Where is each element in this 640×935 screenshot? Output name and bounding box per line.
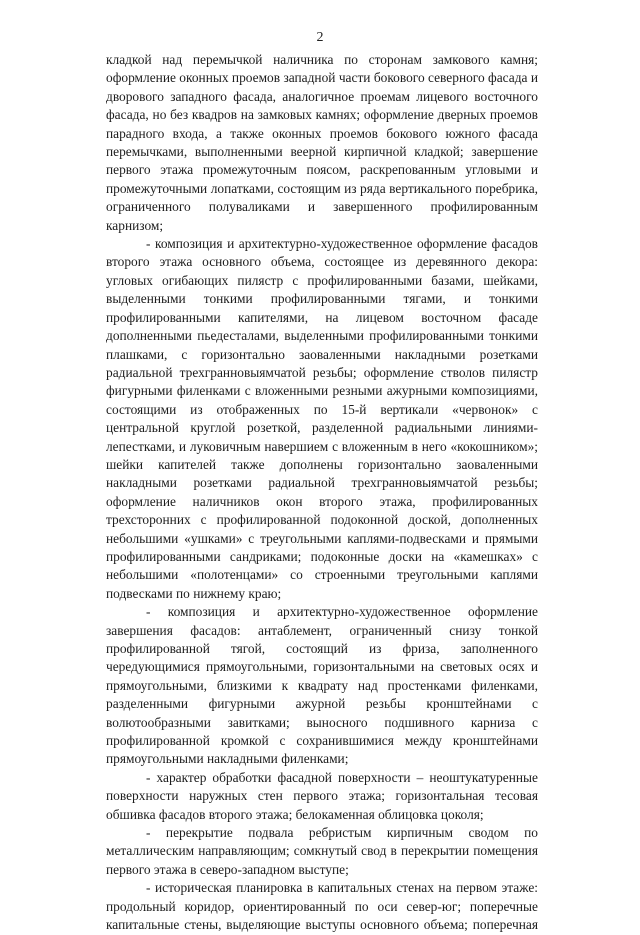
paragraph-historic-layout: - историческая планировка в капитальных стенах на первом этаже: продольный коридор, ориентированный по оси север-юг; поперечные капитальные стены, выделяющие выступы основного объема; поперечная — [106, 880, 538, 933]
paragraph-basement-vault: - перекрытие подвала ребристым кирпичным сводом по металлическим направляющим; сомкнутый свод в перекрытии помещения первого этажа в северо-западном выступе; — [106, 825, 538, 877]
document-body — [106, 51, 538, 935]
paragraph-surface-treatment: - характер обработки фасадной поверхности – неоштукатуренные поверхности наружных стен первого этажа; горизонтальная тесовая обшивка фасадов второго этажа; белокаменная облицовка цоколя; — [106, 769, 538, 822]
paragraph-continuation: кладкой над перемычкой наличника по сторонам замкового камня; оформление оконных проемов западной части бокового северного фасада и дворового западного фасада, аналогичное проемам лицевого восточного фасада, но без квадров на замковых камнях; оформление дверных проемов парадного входа, а также оконных проемов бокового южного фасада перемычками, выполненными веерной кирпичной кладкой; завершение первого этажа промежуточным поясом, раскрепованным угловыми и промежуточными лопатками, состоящим из ряда вертикального поребрика, ограниченного полуваликами и завершенного профилированным карнизом; — [106, 52, 538, 233]
paragraph-facade-completion: - композиция и архитектурно-художественное оформление завершения фасадов: антаблемент, ограниченный снизу тонкой профилированной тягой, состоящий из фриза, заполненного чередующимися прямоугольными, горизонтальными на световых осях и прямоугольными, близкими к квадрату над простенками филенками, разделенными фигурными ажурной резьбы кронштейнами с волютообразными завитками; выносного подшивного карниза с профилированной кромкой с сохранившимися между кронштейнами прямоугольными накладными филенками; — [106, 604, 538, 767]
paragraph-second-floor-decor: - композиция и архитектурно-художественное оформление фасадов второго этажа основного объема, состоящее из деревянного декора: угловых огибающих пилястр с профилированными базами, шейками, выделенными тонкими профилированными тягами, и тонкими профилированными капителями, на лицевом восточном фасаде дополненными пьедесталами, выделенными профилированными тонкими плашками, с горизонтально заоваленными накладными розетками радиальной трехгранновыямчатой резьбы; оформление стволов пилястр фигурными филенками с вложенными резными ажурными композициями, состоящими из отображенных по 15-й вертикали «червонок» с центральной круглой розеткой, разделенной радиальными линиями-лепестками, и луковичным навершием с вложенным в него «кокошником»; шейки капителей также дополнены горизонтально заоваленными накладными розетками радиальной трехгранновыямчатой резьбы; оформление наличников окон второго этажа, профилированных трехсторонних с профилированной подоконной доской, дополненных небольшими «ушками» с треугольными каплями-подвесками и прямыми профилированными сандриками; подоконные доски на «камешках» с небольшими «полотенцами» со строенными треугольными каплями подвесками по нижнему краю; — [106, 236, 538, 601]
page-number: 2 — [316, 30, 324, 45]
